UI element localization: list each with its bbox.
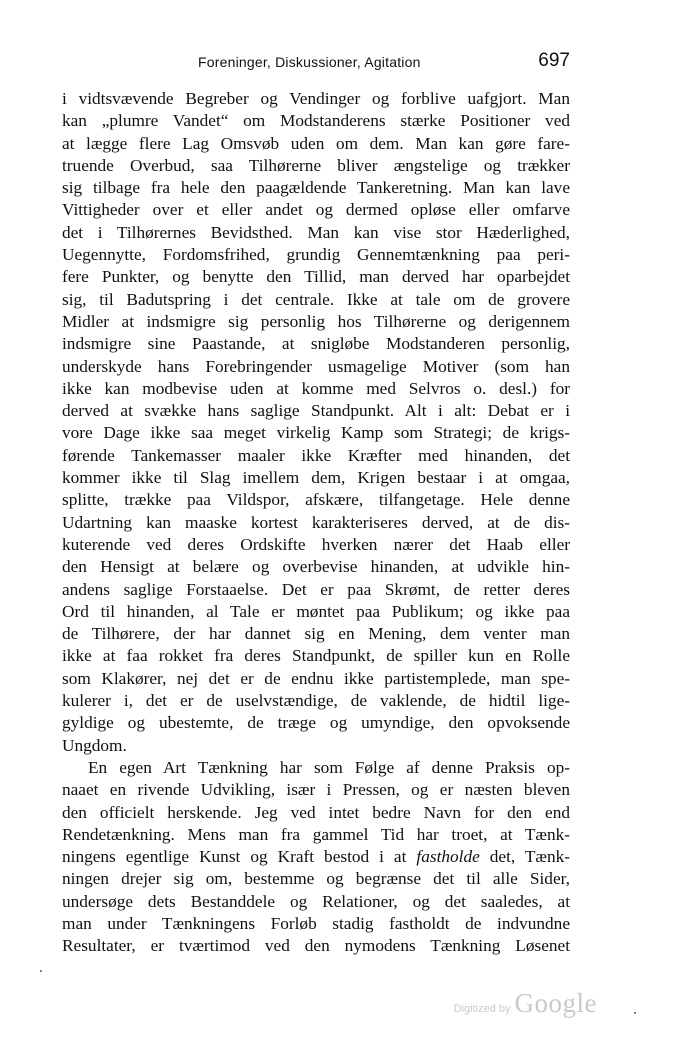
- text-line: kulerer i, det er de uselvstændige, de vaklende, de hidtil lige-: [62, 691, 570, 711]
- emphasized-word: fastholde: [416, 847, 480, 867]
- scan-speck: [40, 970, 42, 972]
- text-line: naaet en rivende Udvikling, især i Pressen, og er næsten bleven: [62, 780, 570, 800]
- text-line: Rendetænkning. Mens man fra gammel Tid har troet, at Tænk-: [62, 824, 570, 844]
- text-line: som Klakører, nej det er de endnu ikke partistemplede, man spe-: [62, 668, 570, 688]
- text-line: Ord til hinanden, al Tale er møntet paa Publikum; og ikke paa: [62, 601, 570, 621]
- text-line: de Tilhørere, der har dannet sig en Mening, dem venter man: [62, 624, 570, 644]
- text-line: splitte, trække paa Vildspor, afskære, tilfangetage. Hele denne: [62, 490, 570, 510]
- text-line: Udartning kan maaske kortest karakteriseres derved, at de dis-: [62, 512, 570, 532]
- digitized-watermark: [454, 988, 597, 1019]
- text-line: det i Tilhørernes Bevidsthed. Man kan vise stor Hæderlighed,: [62, 222, 570, 242]
- text-line: truende Overbud, saa Tilhørerne bliver ængstelige og trækker: [62, 155, 570, 175]
- text-line: underskyde hans Forebringender usmagelige Motiver (som han: [62, 356, 570, 376]
- text-line: gyldige og ubestemte, de træge og umyndige, den opvoksende: [62, 713, 570, 733]
- text-line: undersøge dets Bestanddele og Relationer, og det saaledes, at: [62, 891, 570, 911]
- body-text: [62, 88, 570, 958]
- text-line: i vidtsvævende Begreber og Vendinger og forblive uafgjort. Man: [62, 89, 570, 108]
- text-line: førende Tankemasser maaler ikke Kræfter med hinanden, det: [62, 445, 570, 465]
- text-line: fere Punkter, og benytte den Tillid, man derved har oparbejdet: [62, 267, 570, 287]
- text-line: vore Dage ikke saa meget virkelig Kamp som Strategi; de krigs-: [62, 423, 570, 443]
- text-line: kuterende ved deres Ordskifte hverken nærer det Haab eller: [62, 534, 570, 554]
- text-line: kommer ikke til Slag imellem dem, Krigen bestaar i at omgaa,: [62, 468, 570, 488]
- text-line-paragraph-start: En egen Art Tænkning har som Følge af denne Praksis op-: [88, 757, 570, 777]
- text-line: kan „plumre Vandet“ om Modstanderens stærke Positioner ved: [62, 111, 570, 131]
- watermark-prefix: Digitized by: [453, 1003, 511, 1015]
- text-line: andens saglige Forstaaelse. Det er paa Skrømt, de retter deres: [62, 579, 570, 599]
- text-line: at lægge flere Lag Omsvøb uden om dem. Man kan gøre fare-: [62, 133, 570, 153]
- text-line: ikke at faa rokket fra deres Standpunkt, de spiller kun en Rolle: [62, 646, 570, 666]
- text-line: sig tilbage fra hele den paagældende Tankeretning. Man kan lave: [62, 178, 570, 198]
- text-segment: ningens egentlige Kunst og Kraft bestod i at: [62, 847, 417, 867]
- text-line: den Hensigt at belære og overbevise hinanden, at udvikle hin-: [62, 557, 570, 577]
- google-logo: Google: [514, 988, 597, 1018]
- text-line: Vittigheder over et eller andet og dermed opløse eller omfarve: [62, 200, 570, 220]
- scan-speck: [634, 1012, 636, 1014]
- text-line: derved at svække hans saglige Standpunkt. Alt i alt: Debat er i: [62, 401, 570, 421]
- page-number: 697: [538, 50, 570, 71]
- text-line: sig, til Badutspring i det centrale. Ikke at tale om de grovere: [62, 289, 570, 309]
- running-title: Foreninger, Diskussioner, Agitation: [198, 54, 421, 70]
- text-line-with-emphasis: [62, 846, 570, 868]
- text-line: Resultater, er tværtimod ved den nymodens Tænkning Løsenet: [62, 936, 570, 956]
- text-line: ikke kan modbevise uden at komme med Selvros o. desl.) for: [62, 378, 570, 398]
- text-line: den officielt herskende. Jeg ved intet bedre Navn for den end: [62, 802, 570, 822]
- page-header: [60, 52, 570, 78]
- text-line: indsmigre sine Paastande, at snigløbe Modstanderen personlig,: [62, 334, 570, 354]
- text-line: man under Tænkningens Forløb stadig fastholdt de indvundne: [62, 913, 570, 933]
- text-line: Midler at indsmigre sig personlig hos Tilhørerne og derigennem: [62, 311, 570, 331]
- text-line: ningen drejer sig om, bestemme og begrænse det til alle Sider,: [62, 869, 570, 889]
- text-segment: det, Tænk-: [479, 847, 570, 867]
- text-line: Uegennytte, Fordomsfrihed, grundig Gennemtænkning paa peri-: [62, 245, 570, 265]
- text-line-paragraph-end: Ungdom.: [62, 735, 127, 755]
